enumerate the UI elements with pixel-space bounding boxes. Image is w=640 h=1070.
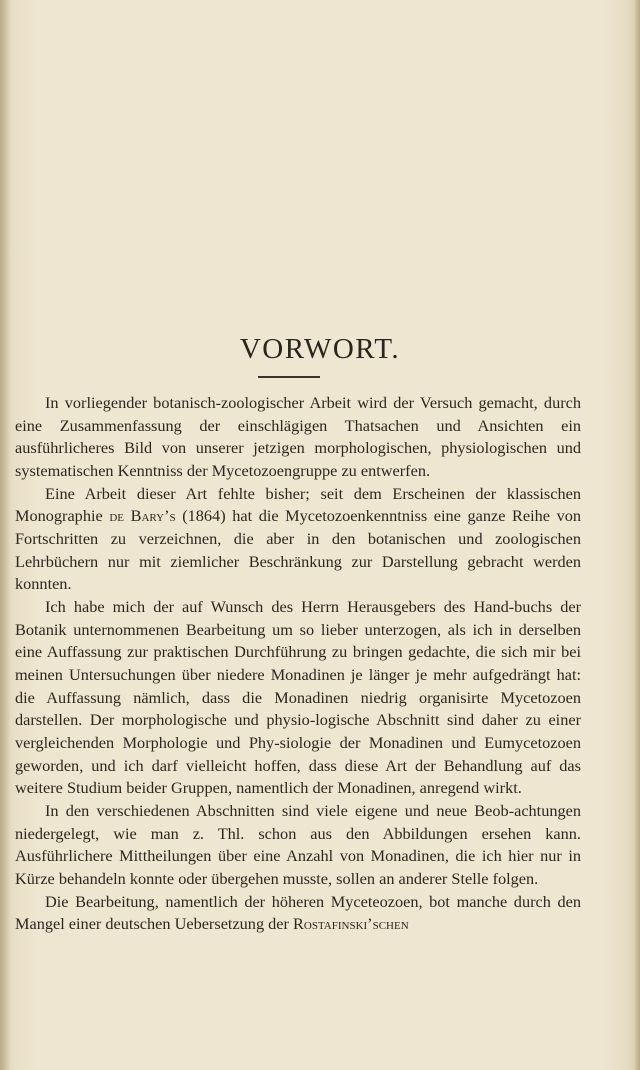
paragraph-5 [15, 891, 581, 936]
paragraph-4-text: In den verschiedenen Abschnitten sind viele eigene und neue Beob-achtungen niedergelegt, wie man z. Thl. schon aus den Abbildungen ersehen kann. Ausführlichere Mittheilungen über eine Anzahl von Monadinen, die ich hier nur in Kürze behandeln konnte oder übergehen musste, sollen an anderer Stelle folgen. [15, 801, 581, 889]
page-spine-shadow [0, 0, 10, 1070]
paragraph-1-text: In vorliegender botanisch-zoologischer Arbeit wird der Versuch gemacht, durch eine Zusammenfassung der einschlägigen Thatsachen und Ansichten ein ausführlicheres Bild von unserer jetzigen morphologischen, physiologischen und systematischen Kenntniss der Mycetozoengruppe zu entwerfen. [15, 393, 581, 481]
paragraph-5-text: Die Bearbeitung, namentlich der höheren Myceteozoen, bot manche durch den Mangel einer deutschen Uebersetzung der [15, 891, 581, 934]
paragraph-2-text-a: Eine Arbeit dieser Art fehlte bisher; seit dem Erscheinen der klassischen Monographie [15, 483, 581, 526]
body-text [15, 392, 581, 936]
paragraph-3 [15, 596, 581, 800]
paragraph-2-text-b: (1864) hat die Mycetozoenkenntniss eine ganze Reihe von Fortschritten zu verzeichnen, die aber in den botanischen und zoologischen Lehrbüchern nur mit ziemlicher Beschränkung zur Darstellung gebracht werden konnten. [15, 506, 582, 594]
page-edge-shadow [634, 0, 640, 1070]
paragraph-3-text: Ich habe mich der auf Wunsch des Herrn Herausgebers des Hand-buchs der Botanik unternommenen Bearbeitung um so lieber unterzogen, als ich in derselben eine Auffassung zur praktischen Durchführung zu bringen gedachte, die sich mir bei meinen Untersuchungen über niedere Monadinen je länger je mehr aufgedrängt hat: die Auffassung nämlich, dass die Monadinen niedrig organisirte Mycetozoen darstellen. Der morphologische und physio-logische Abschnitt sind daher zu einer vergleichenden Morphologie und Phy-siologie der Monadinen und Eumycetozoen geworden, und ich darf vielleicht hoffen, dass diese Art der Behandlung auf das weitere Studium beider Gruppen, namentlich der Monadinen, anregend wirkt. [15, 597, 581, 798]
paragraph-1 [15, 392, 581, 483]
page-title: VORWORT. [239, 333, 401, 365]
author-name-rostafinski: Rostafinski’schen [293, 914, 409, 934]
author-name-de-bary: de Bary’s [109, 506, 176, 526]
title-divider [258, 376, 320, 378]
paragraph-2 [15, 483, 581, 596]
paragraph-4 [15, 800, 581, 891]
